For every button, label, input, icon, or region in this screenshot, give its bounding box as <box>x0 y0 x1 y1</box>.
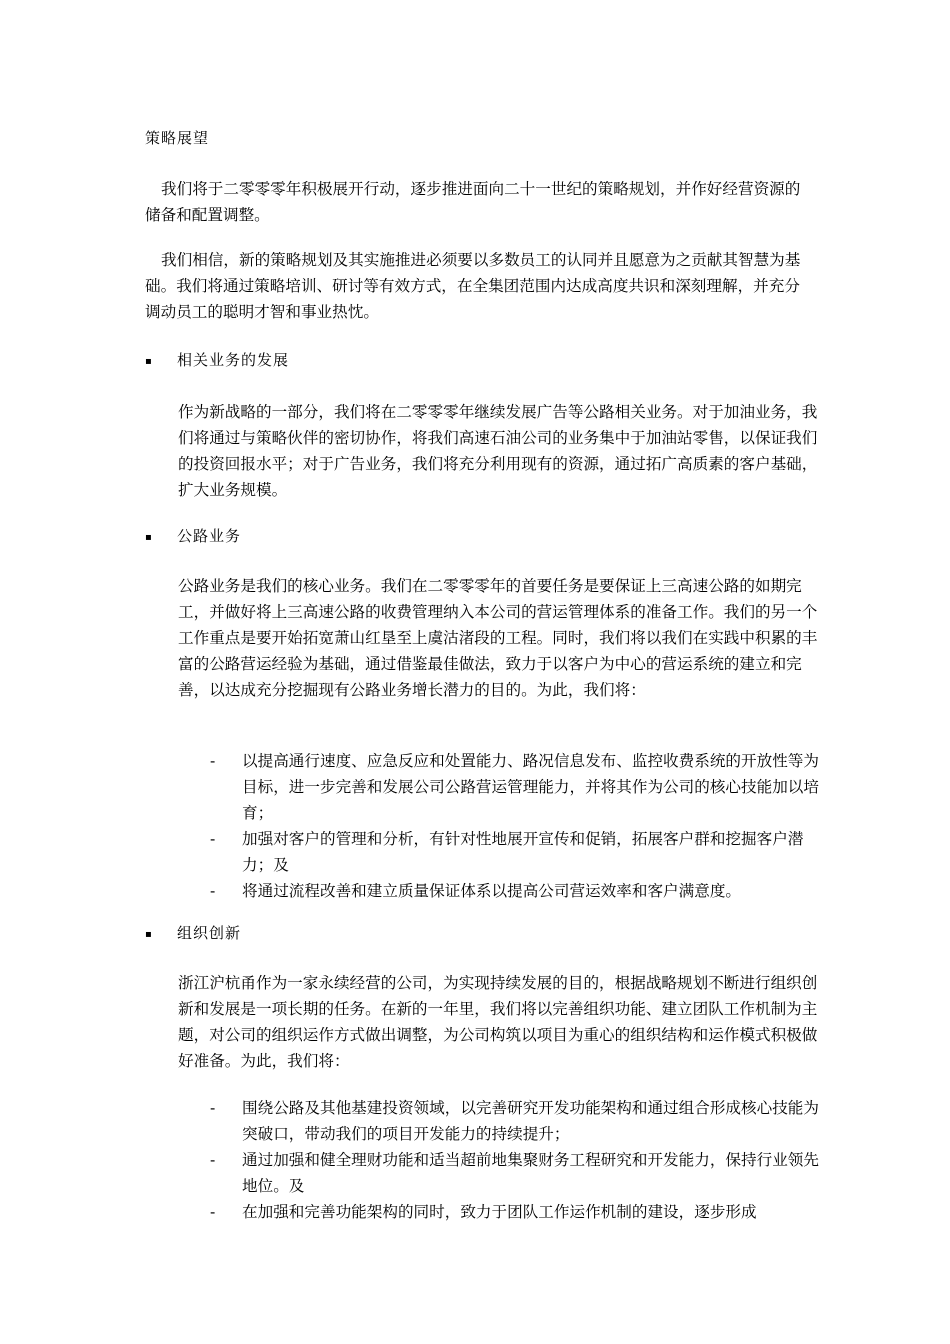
intro-paragraph-2: 我们相信，新的策略规划及其实施推进必须要以多数员工的认同并且愿意为之贡献其智慧为基础。我们将通过策略培训、研讨等有效方式，在全集团范围内达成高度共识和深刻理解，并充分调动员工的聪明才智和事业热忱。 <box>145 251 801 321</box>
list-item <box>210 1147 820 1199</box>
section-heading-organizational-innovation <box>145 922 241 943</box>
square-bullet-icon: ▪ <box>145 531 153 543</box>
dash-bullet-icon: - <box>210 1151 216 1169</box>
list-item <box>210 748 820 826</box>
dash-bullet-icon: - <box>210 752 216 770</box>
list-item <box>210 1095 820 1147</box>
section-heading-label: 相关业务的发展 <box>177 351 290 369</box>
section-body-related-business: 作为新战略的一部分，我们将在二零零零年继续发展广告等公路相关业务。对于加油业务，我们将通过与策略伙伴的密切协作，将我们高速石油公司的业务集中于加油站零售，以保证我们的投资回报水平；对于广告业务，我们将充分利用现有的资源，通过拓广高质素的客户基础，扩大业务规模。 <box>178 403 818 499</box>
page-title: 策略展望 <box>145 129 210 147</box>
list-item-text: 围绕公路及其他基建投资领域，以完善研究开发功能架构和通过组合形成核心技能为突破口，带动我们的项目开发能力的持续提升； <box>242 1099 819 1143</box>
list-item-text: 通过加强和健全理财功能和适当超前地集聚财务工程研究和开发能力，保持行业领先地位。及 <box>242 1151 819 1195</box>
section-body-highway-business: 公路业务是我们的核心业务。我们在二零零零年的首要任务是要保证上三高速公路的如期完工，并做好将上三高速公路的收费管理纳入本公司的营运管理体系的准备工作。我们的另一个工作重点是要开始拓宽萧山红垦至上虞沽渚段的工程。同时，我们将以我们在实践中积累的丰富的公路营运经验为基础，通过借鉴最佳做法，致力于以客户为中心的营运系统的建立和完善，以达成充分挖掘现有公路业务增长潜力的目的。为此，我们将： <box>178 577 818 699</box>
dash-bullet-icon: - <box>210 1203 216 1221</box>
intro-paragraph-1: 我们将于二零零零年积极展开行动，逐步推进面向二十一世纪的策略规划，并作好经营资源的储备和配置调整。 <box>145 180 801 224</box>
list-item-text: 加强对客户的管理和分析，有针对性地展开宣传和促销，拓展客户群和挖掘客户潜力；及 <box>242 830 804 874</box>
section-body-organizational-innovation: 浙江沪杭甬作为一家永续经营的公司，为实现持续发展的目的，根据战略规划不断进行组织创新和发展是一项长期的任务。在新的一年里，我们将以完善组织功能、建立团队工作机制为主题，对公司的组织运作方式做出调整，为公司构筑以项目为重心的组织结构和运作模式积极做好准备。为此，我们将： <box>178 974 818 1070</box>
list-item-text: 以提高通行速度、应急反应和处置能力、路况信息发布、监控收费系统的开放性等为目标，进一步完善和发展公司公路营运管理能力，并将其作为公司的核心技能加以培育； <box>242 752 819 822</box>
list-item-text: 将通过流程改善和建立质量保证体系以提高公司营运效率和客户满意度。 <box>242 882 742 900</box>
section-heading-related-business <box>145 349 289 370</box>
organizational-innovation-list <box>210 1095 820 1225</box>
dash-bullet-icon: - <box>210 830 216 848</box>
list-item <box>210 878 820 904</box>
section-heading-highway-business <box>145 525 241 546</box>
section-heading-label: 公路业务 <box>177 527 242 545</box>
highway-business-list <box>210 748 820 904</box>
dash-bullet-icon: - <box>210 882 216 900</box>
list-item <box>210 1199 820 1225</box>
section-heading-label: 组织创新 <box>177 924 242 942</box>
list-item <box>210 826 820 878</box>
square-bullet-icon: ▪ <box>145 355 153 367</box>
square-bullet-icon: ▪ <box>145 928 153 940</box>
list-item-text: 在加强和完善功能架构的同时，致力于团队工作运作机制的建设，逐步形成 <box>242 1203 757 1221</box>
dash-bullet-icon: - <box>210 1099 216 1117</box>
